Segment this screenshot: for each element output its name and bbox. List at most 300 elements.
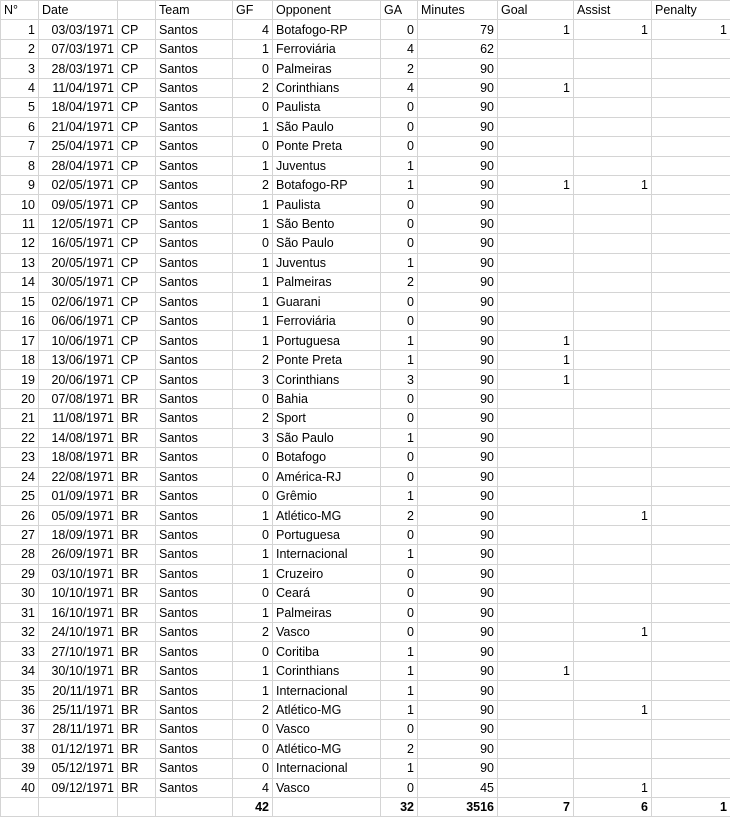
cell-competition[interactable]: BR [118, 642, 156, 661]
cell-date[interactable]: 25/04/1971 [39, 137, 118, 156]
cell-assist[interactable] [574, 564, 652, 583]
cell-team[interactable]: Santos [156, 137, 233, 156]
cell-ga[interactable]: 2 [381, 506, 418, 525]
cell-competition[interactable]: CP [118, 156, 156, 175]
cell-penalty[interactable] [652, 506, 730, 525]
cell-competition[interactable]: CP [118, 195, 156, 214]
cell-minutes[interactable]: 90 [418, 59, 498, 78]
cell-number[interactable]: 31 [1, 603, 39, 622]
cell-ga[interactable]: 0 [381, 623, 418, 642]
cell-minutes[interactable]: 90 [418, 448, 498, 467]
cell-team[interactable]: Santos [156, 486, 233, 505]
cell-number[interactable]: 7 [1, 137, 39, 156]
cell-assist[interactable] [574, 428, 652, 447]
cell-competition[interactable]: BR [118, 564, 156, 583]
cell-number[interactable]: 18 [1, 350, 39, 369]
cell-penalty[interactable] [652, 486, 730, 505]
cell-goal[interactable]: 1 [498, 20, 574, 39]
cell-opponent[interactable]: Ponte Preta [273, 137, 381, 156]
cell-team[interactable]: Santos [156, 525, 233, 544]
cell-penalty[interactable] [652, 175, 730, 194]
cell-date[interactable]: 28/04/1971 [39, 156, 118, 175]
cell-assist[interactable]: 1 [574, 700, 652, 719]
cell-goal[interactable] [498, 59, 574, 78]
cell-ga[interactable]: 1 [381, 486, 418, 505]
cell-assist[interactable]: 6 [574, 797, 652, 816]
cell-minutes[interactable]: 90 [418, 642, 498, 661]
cell-ga[interactable]: 0 [381, 525, 418, 544]
cell-opponent[interactable]: São Bento [273, 214, 381, 233]
cell-goal[interactable]: 1 [498, 331, 574, 350]
cell-ga[interactable]: 0 [381, 98, 418, 117]
cell-team[interactable]: Santos [156, 545, 233, 564]
cell-penalty[interactable] [652, 98, 730, 117]
cell-opponent[interactable]: Juventus [273, 253, 381, 272]
cell-date[interactable]: 16/05/1971 [39, 234, 118, 253]
cell-number[interactable]: 27 [1, 525, 39, 544]
cell-number[interactable]: 10 [1, 195, 39, 214]
cell-goal[interactable] [498, 681, 574, 700]
header-competition[interactable] [118, 1, 156, 20]
cell-gf[interactable]: 1 [233, 506, 273, 525]
cell-gf[interactable]: 0 [233, 467, 273, 486]
cell-penalty[interactable]: 1 [652, 20, 730, 39]
cell-opponent[interactable]: Corinthians [273, 370, 381, 389]
cell-assist[interactable] [574, 448, 652, 467]
cell-team[interactable]: Santos [156, 175, 233, 194]
cell-minutes[interactable]: 90 [418, 623, 498, 642]
cell-penalty[interactable] [652, 642, 730, 661]
cell-opponent[interactable]: Cruzeiro [273, 564, 381, 583]
cell-number[interactable]: 40 [1, 778, 39, 797]
cell-goal[interactable]: 1 [498, 175, 574, 194]
cell-competition[interactable]: BR [118, 389, 156, 408]
cell-opponent[interactable]: Palmeiras [273, 59, 381, 78]
cell-competition[interactable]: BR [118, 661, 156, 680]
cell-assist[interactable] [574, 720, 652, 739]
cell-penalty[interactable] [652, 428, 730, 447]
cell-assist[interactable] [574, 78, 652, 97]
cell-team[interactable]: Santos [156, 78, 233, 97]
cell-opponent[interactable]: Internacional [273, 681, 381, 700]
cell-minutes[interactable]: 90 [418, 681, 498, 700]
cell-minutes[interactable]: 90 [418, 331, 498, 350]
cell-goal[interactable] [498, 292, 574, 311]
cell-penalty[interactable] [652, 78, 730, 97]
cell-assist[interactable]: 1 [574, 175, 652, 194]
cell-assist[interactable]: 1 [574, 20, 652, 39]
cell-competition[interactable]: CP [118, 370, 156, 389]
cell-minutes[interactable]: 90 [418, 156, 498, 175]
cell-gf[interactable]: 1 [233, 681, 273, 700]
cell-gf[interactable]: 1 [233, 603, 273, 622]
cell-gf[interactable]: 0 [233, 234, 273, 253]
cell-date[interactable]: 11/08/1971 [39, 409, 118, 428]
cell-assist[interactable] [574, 292, 652, 311]
cell-assist[interactable] [574, 273, 652, 292]
cell-date[interactable]: 18/04/1971 [39, 98, 118, 117]
cell-gf[interactable]: 1 [233, 214, 273, 233]
cell-team[interactable]: Santos [156, 623, 233, 642]
cell-date[interactable]: 12/05/1971 [39, 214, 118, 233]
cell-competition[interactable]: BR [118, 739, 156, 758]
cell-gf[interactable]: 2 [233, 700, 273, 719]
cell-penalty[interactable] [652, 214, 730, 233]
cell-gf[interactable]: 2 [233, 175, 273, 194]
cell-assist[interactable] [574, 156, 652, 175]
cell-minutes[interactable]: 90 [418, 292, 498, 311]
header-number[interactable]: N° [1, 1, 39, 20]
cell-penalty[interactable] [652, 739, 730, 758]
cell-team[interactable]: Santos [156, 273, 233, 292]
cell-goal[interactable] [498, 467, 574, 486]
cell-goal[interactable] [498, 195, 574, 214]
cell-opponent[interactable]: Botafogo [273, 448, 381, 467]
cell-assist[interactable] [574, 59, 652, 78]
cell-minutes[interactable]: 90 [418, 389, 498, 408]
cell-goal[interactable]: 1 [498, 370, 574, 389]
cell-minutes[interactable]: 90 [418, 195, 498, 214]
cell-gf[interactable]: 0 [233, 98, 273, 117]
cell-competition[interactable]: CP [118, 214, 156, 233]
cell-goal[interactable] [498, 759, 574, 778]
cell-ga[interactable]: 0 [381, 117, 418, 136]
cell-competition[interactable] [118, 797, 156, 816]
cell-minutes[interactable]: 90 [418, 428, 498, 447]
cell-number[interactable]: 5 [1, 98, 39, 117]
cell-ga[interactable]: 0 [381, 564, 418, 583]
cell-goal[interactable] [498, 409, 574, 428]
cell-competition[interactable]: CP [118, 98, 156, 117]
cell-date[interactable]: 01/09/1971 [39, 486, 118, 505]
cell-goal[interactable]: 1 [498, 78, 574, 97]
cell-goal[interactable]: 1 [498, 350, 574, 369]
cell-opponent[interactable]: Ceará [273, 584, 381, 603]
cell-ga[interactable]: 1 [381, 759, 418, 778]
cell-number[interactable]: 11 [1, 214, 39, 233]
cell-ga[interactable]: 1 [381, 681, 418, 700]
cell-date[interactable] [39, 797, 118, 816]
cell-gf[interactable]: 0 [233, 759, 273, 778]
cell-ga[interactable]: 0 [381, 409, 418, 428]
cell-team[interactable]: Santos [156, 739, 233, 758]
cell-minutes[interactable]: 90 [418, 700, 498, 719]
cell-competition[interactable]: CP [118, 331, 156, 350]
cell-assist[interactable] [574, 234, 652, 253]
cell-date[interactable]: 21/04/1971 [39, 117, 118, 136]
cell-assist[interactable] [574, 331, 652, 350]
cell-minutes[interactable]: 90 [418, 720, 498, 739]
cell-number[interactable] [1, 797, 39, 816]
cell-number[interactable]: 3 [1, 59, 39, 78]
cell-date[interactable]: 02/06/1971 [39, 292, 118, 311]
cell-penalty[interactable] [652, 778, 730, 797]
cell-gf[interactable]: 0 [233, 137, 273, 156]
cell-competition[interactable]: CP [118, 350, 156, 369]
cell-minutes[interactable]: 90 [418, 661, 498, 680]
cell-minutes[interactable]: 90 [418, 234, 498, 253]
cell-gf[interactable]: 0 [233, 448, 273, 467]
cell-competition[interactable]: CP [118, 39, 156, 58]
cell-goal[interactable] [498, 273, 574, 292]
cell-minutes[interactable]: 90 [418, 98, 498, 117]
cell-team[interactable]: Santos [156, 331, 233, 350]
cell-date[interactable]: 20/05/1971 [39, 253, 118, 272]
cell-team[interactable]: Santos [156, 661, 233, 680]
cell-goal[interactable] [498, 117, 574, 136]
cell-gf[interactable]: 0 [233, 525, 273, 544]
cell-gf[interactable]: 2 [233, 78, 273, 97]
cell-penalty[interactable] [652, 584, 730, 603]
cell-penalty[interactable] [652, 661, 730, 680]
cell-number[interactable]: 33 [1, 642, 39, 661]
cell-penalty[interactable]: 1 [652, 797, 730, 816]
cell-gf[interactable]: 0 [233, 486, 273, 505]
cell-team[interactable]: Santos [156, 720, 233, 739]
cell-gf[interactable]: 1 [233, 253, 273, 272]
cell-date[interactable]: 07/08/1971 [39, 389, 118, 408]
cell-ga[interactable]: 1 [381, 175, 418, 194]
cell-date[interactable]: 01/12/1971 [39, 739, 118, 758]
cell-team[interactable]: Santos [156, 292, 233, 311]
cell-goal[interactable]: 1 [498, 661, 574, 680]
cell-opponent[interactable]: Internacional [273, 545, 381, 564]
cell-opponent[interactable]: Atlético-MG [273, 739, 381, 758]
cell-team[interactable]: Santos [156, 214, 233, 233]
cell-goal[interactable] [498, 234, 574, 253]
cell-opponent[interactable]: São Paulo [273, 117, 381, 136]
cell-penalty[interactable] [652, 623, 730, 642]
cell-ga[interactable]: 1 [381, 661, 418, 680]
cell-team[interactable]: Santos [156, 253, 233, 272]
cell-competition[interactable]: CP [118, 234, 156, 253]
cell-number[interactable]: 28 [1, 545, 39, 564]
cell-goal[interactable] [498, 545, 574, 564]
cell-opponent[interactable]: Botafogo-RP [273, 20, 381, 39]
cell-number[interactable]: 1 [1, 20, 39, 39]
cell-number[interactable]: 23 [1, 448, 39, 467]
cell-team[interactable] [156, 797, 233, 816]
cell-number[interactable]: 26 [1, 506, 39, 525]
cell-date[interactable]: 14/08/1971 [39, 428, 118, 447]
cell-goal[interactable] [498, 312, 574, 331]
cell-goal[interactable] [498, 642, 574, 661]
cell-date[interactable]: 09/05/1971 [39, 195, 118, 214]
cell-minutes[interactable]: 90 [418, 214, 498, 233]
cell-minutes[interactable]: 90 [418, 584, 498, 603]
cell-opponent[interactable]: Sport [273, 409, 381, 428]
cell-date[interactable]: 24/10/1971 [39, 623, 118, 642]
cell-team[interactable]: Santos [156, 20, 233, 39]
cell-opponent[interactable]: Corinthians [273, 661, 381, 680]
cell-goal[interactable]: 7 [498, 797, 574, 816]
cell-number[interactable]: 2 [1, 39, 39, 58]
cell-date[interactable]: 22/08/1971 [39, 467, 118, 486]
cell-ga[interactable]: 0 [381, 20, 418, 39]
cell-ga[interactable]: 1 [381, 642, 418, 661]
cell-number[interactable]: 6 [1, 117, 39, 136]
cell-ga[interactable]: 0 [381, 778, 418, 797]
cell-minutes[interactable]: 90 [418, 78, 498, 97]
cell-team[interactable]: Santos [156, 700, 233, 719]
header-team[interactable]: Team [156, 1, 233, 20]
cell-minutes[interactable]: 90 [418, 739, 498, 758]
cell-opponent[interactable]: Paulista [273, 195, 381, 214]
cell-gf[interactable]: 0 [233, 739, 273, 758]
cell-penalty[interactable] [652, 156, 730, 175]
cell-minutes[interactable]: 90 [418, 137, 498, 156]
cell-gf[interactable]: 1 [233, 331, 273, 350]
cell-ga[interactable]: 32 [381, 797, 418, 816]
cell-date[interactable]: 30/10/1971 [39, 661, 118, 680]
cell-goal[interactable] [498, 39, 574, 58]
cell-team[interactable]: Santos [156, 389, 233, 408]
cell-number[interactable]: 9 [1, 175, 39, 194]
cell-goal[interactable] [498, 778, 574, 797]
cell-assist[interactable] [574, 603, 652, 622]
cell-minutes[interactable]: 79 [418, 20, 498, 39]
cell-gf[interactable]: 3 [233, 370, 273, 389]
cell-ga[interactable]: 3 [381, 370, 418, 389]
cell-team[interactable]: Santos [156, 39, 233, 58]
cell-goal[interactable] [498, 98, 574, 117]
cell-number[interactable]: 29 [1, 564, 39, 583]
cell-minutes[interactable]: 90 [418, 486, 498, 505]
cell-number[interactable]: 36 [1, 700, 39, 719]
cell-gf[interactable]: 1 [233, 292, 273, 311]
cell-date[interactable]: 13/06/1971 [39, 350, 118, 369]
cell-ga[interactable]: 1 [381, 545, 418, 564]
cell-gf[interactable]: 0 [233, 59, 273, 78]
cell-assist[interactable] [574, 642, 652, 661]
cell-ga[interactable]: 0 [381, 584, 418, 603]
cell-competition[interactable]: BR [118, 506, 156, 525]
cell-gf[interactable]: 1 [233, 564, 273, 583]
cell-gf[interactable]: 42 [233, 797, 273, 816]
cell-assist[interactable] [574, 661, 652, 680]
cell-assist[interactable] [574, 117, 652, 136]
cell-gf[interactable]: 4 [233, 778, 273, 797]
cell-ga[interactable]: 1 [381, 253, 418, 272]
cell-competition[interactable]: CP [118, 78, 156, 97]
cell-gf[interactable]: 0 [233, 642, 273, 661]
cell-gf[interactable]: 1 [233, 195, 273, 214]
cell-penalty[interactable] [652, 720, 730, 739]
cell-competition[interactable]: CP [118, 312, 156, 331]
cell-assist[interactable] [574, 681, 652, 700]
cell-assist[interactable] [574, 312, 652, 331]
cell-penalty[interactable] [652, 681, 730, 700]
cell-number[interactable]: 34 [1, 661, 39, 680]
cell-minutes[interactable]: 90 [418, 350, 498, 369]
cell-ga[interactable]: 4 [381, 78, 418, 97]
cell-opponent[interactable]: Grêmio [273, 486, 381, 505]
cell-number[interactable]: 15 [1, 292, 39, 311]
cell-gf[interactable]: 0 [233, 720, 273, 739]
cell-opponent[interactable]: São Paulo [273, 234, 381, 253]
cell-penalty[interactable] [652, 331, 730, 350]
cell-competition[interactable]: CP [118, 137, 156, 156]
cell-number[interactable]: 12 [1, 234, 39, 253]
cell-minutes[interactable]: 90 [418, 603, 498, 622]
cell-date[interactable]: 11/04/1971 [39, 78, 118, 97]
header-penalty[interactable]: Penalty [652, 1, 730, 20]
cell-ga[interactable]: 2 [381, 59, 418, 78]
cell-minutes[interactable]: 45 [418, 778, 498, 797]
cell-team[interactable]: Santos [156, 642, 233, 661]
cell-opponent[interactable]: Atlético-MG [273, 700, 381, 719]
cell-date[interactable]: 26/09/1971 [39, 545, 118, 564]
cell-ga[interactable]: 0 [381, 234, 418, 253]
cell-ga[interactable]: 1 [381, 331, 418, 350]
cell-goal[interactable] [498, 623, 574, 642]
cell-competition[interactable]: BR [118, 603, 156, 622]
cell-opponent[interactable]: América-RJ [273, 467, 381, 486]
cell-penalty[interactable] [652, 234, 730, 253]
cell-opponent[interactable]: Coritiba [273, 642, 381, 661]
cell-team[interactable]: Santos [156, 681, 233, 700]
cell-opponent[interactable]: Corinthians [273, 78, 381, 97]
cell-assist[interactable] [574, 545, 652, 564]
cell-date[interactable]: 03/03/1971 [39, 20, 118, 39]
cell-assist[interactable] [574, 253, 652, 272]
cell-team[interactable]: Santos [156, 98, 233, 117]
cell-opponent[interactable]: Vasco [273, 778, 381, 797]
cell-team[interactable]: Santos [156, 564, 233, 583]
cell-ga[interactable]: 1 [381, 428, 418, 447]
cell-goal[interactable] [498, 214, 574, 233]
cell-penalty[interactable] [652, 195, 730, 214]
header-goal[interactable]: Goal [498, 1, 574, 20]
cell-ga[interactable]: 1 [381, 700, 418, 719]
cell-ga[interactable]: 1 [381, 156, 418, 175]
cell-gf[interactable]: 2 [233, 350, 273, 369]
cell-ga[interactable]: 0 [381, 137, 418, 156]
cell-competition[interactable]: BR [118, 428, 156, 447]
cell-date[interactable]: 18/08/1971 [39, 448, 118, 467]
cell-number[interactable]: 13 [1, 253, 39, 272]
cell-competition[interactable]: CP [118, 20, 156, 39]
cell-opponent[interactable]: Portuguesa [273, 525, 381, 544]
cell-assist[interactable] [574, 467, 652, 486]
cell-number[interactable]: 21 [1, 409, 39, 428]
cell-number[interactable]: 16 [1, 312, 39, 331]
cell-number[interactable]: 37 [1, 720, 39, 739]
cell-opponent[interactable]: Palmeiras [273, 273, 381, 292]
cell-opponent[interactable]: Guarani [273, 292, 381, 311]
cell-penalty[interactable] [652, 525, 730, 544]
cell-team[interactable]: Santos [156, 117, 233, 136]
cell-opponent[interactable]: São Paulo [273, 428, 381, 447]
cell-gf[interactable]: 0 [233, 584, 273, 603]
cell-opponent[interactable]: Atlético-MG [273, 506, 381, 525]
cell-minutes[interactable]: 90 [418, 506, 498, 525]
cell-ga[interactable]: 0 [381, 603, 418, 622]
cell-goal[interactable] [498, 156, 574, 175]
cell-goal[interactable] [498, 584, 574, 603]
cell-minutes[interactable]: 62 [418, 39, 498, 58]
cell-date[interactable]: 09/12/1971 [39, 778, 118, 797]
cell-team[interactable]: Santos [156, 195, 233, 214]
cell-team[interactable]: Santos [156, 467, 233, 486]
cell-competition[interactable]: BR [118, 486, 156, 505]
cell-goal[interactable] [498, 564, 574, 583]
cell-assist[interactable] [574, 137, 652, 156]
cell-date[interactable]: 05/09/1971 [39, 506, 118, 525]
cell-opponent[interactable]: Internacional [273, 759, 381, 778]
cell-penalty[interactable] [652, 117, 730, 136]
cell-goal[interactable] [498, 389, 574, 408]
